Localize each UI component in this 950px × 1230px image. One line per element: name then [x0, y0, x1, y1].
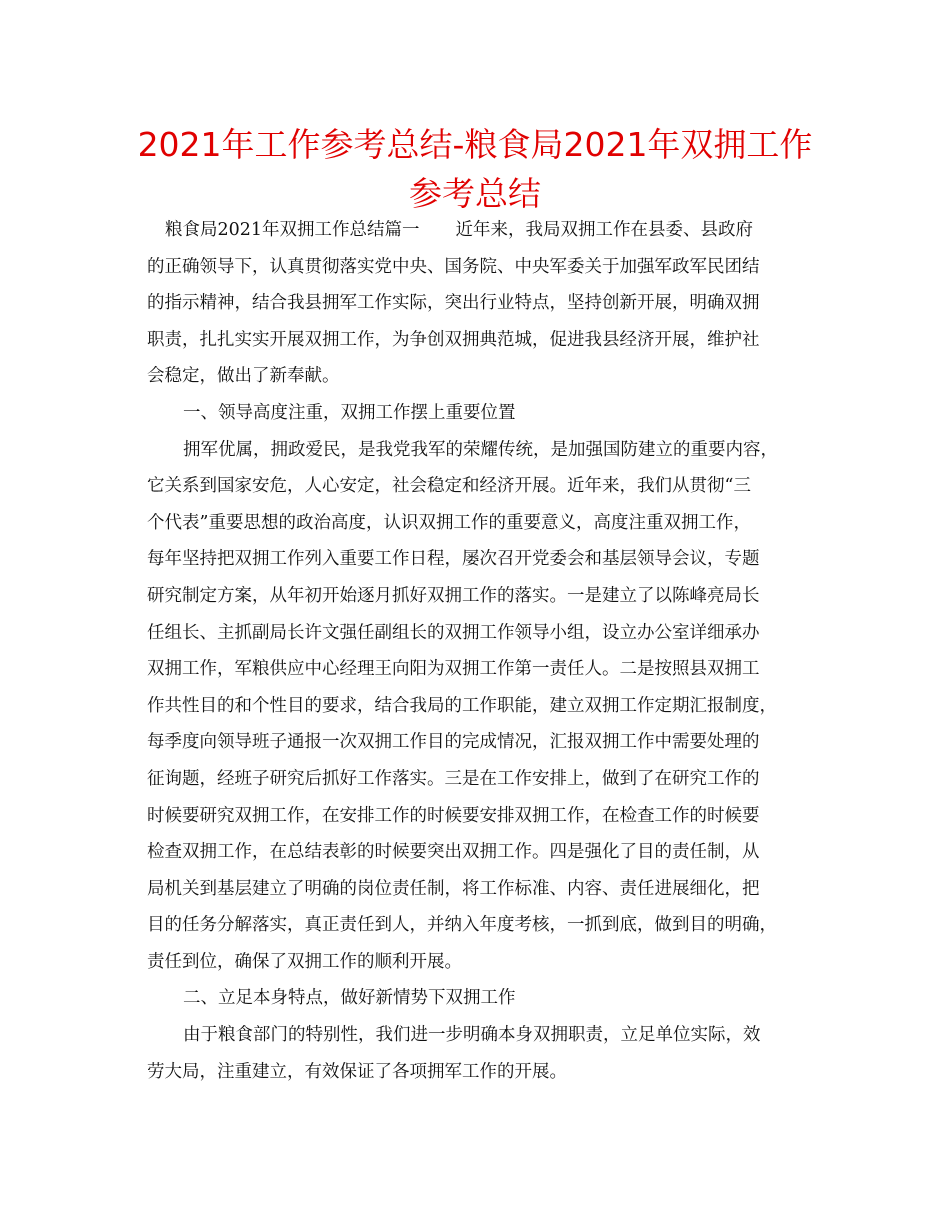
- paragraph-line: 个代表”重要思想的政治高度，认识双拥工作的重要意义，高度注重双拥工作，: [147, 512, 751, 533]
- intro-line: 的正确领导下，认真贯彻落实党中央、国务院、中央军委关于加强军政军民团结: [147, 256, 760, 277]
- paragraph-line: 作共性目的和个性目的要求，结合我局的工作职能，建立双拥工作定期汇报制度，: [147, 695, 777, 716]
- paragraph-line: 责任到位，确保了双拥工作的顺利开展。: [147, 951, 462, 972]
- document-body: [147, 212, 803, 1090]
- document-title: [100, 120, 850, 218]
- title-line-2: 参考总结: [409, 174, 541, 213]
- section-heading-2: [147, 980, 803, 1017]
- paragraph-line: 任组长、主抓副局长许文强任副组长的双拥工作领导小组，设立办公室详细承办: [147, 622, 760, 643]
- paragraph-line: 拥军优属，拥政爱民，是我党我军的荣耀传统，是加强国防建立的重要内容，: [183, 439, 778, 460]
- paragraph-line: 由于粮食部门的特别性，我们进一步明确本身双拥职责，立足单位实际，效: [183, 1025, 761, 1046]
- intro-line: 会稳定，做出了新奉献。: [147, 366, 340, 387]
- intro-line: [147, 212, 803, 249]
- section-paragraph-1: [147, 432, 803, 981]
- intro-line-text: 近年来，我局双拥工作在县委、县政府: [455, 220, 754, 240]
- intro-line: 的指示精神，结合我县拥军工作实际，突出行业特点，坚持创新开展，明确双拥: [147, 293, 760, 314]
- paragraph-line: 每年坚持把双拥工作列入重要工作日程，屡次召开党委会和基层领导会议，专题: [147, 549, 760, 570]
- paragraph-line: 每季度向领导班子通报一次双拥工作目的完成情况，汇报双拥工作中需要处理的: [147, 732, 760, 753]
- paragraph-line: 检查双拥工作，在总结表彰的时候要突出双拥工作。四是强化了目的责任制，从: [147, 842, 760, 863]
- intro-paragraph: [147, 212, 803, 395]
- intro-lead: 粮食局2021年双拥工作总结篇一: [165, 220, 420, 240]
- paragraph-line: 局机关到基层建立了明确的岗位责任制，将工作标准、内容、责任进展细化，把: [147, 878, 760, 899]
- paragraph-line: 双拥工作，军粮供应中心经理王向阳为双拥工作第一责任人。二是按照县双拥工: [147, 659, 760, 680]
- paragraph-line: 它关系到国家安危，人心安定，社会稳定和经济开展。近年来，我们从贯彻“三: [147, 476, 751, 497]
- paragraph-line: 目的任务分解落实，真正责任到人，并纳入年度考核，一抓到底，做到目的明确，: [147, 915, 777, 936]
- paragraph-line: 征询题，经班子研究后抓好工作落实。三是在工作安排上，做到了在研究工作的: [147, 768, 760, 789]
- heading-line: 二、立足本身特点，做好新情势下双拥工作: [183, 988, 516, 1009]
- paragraph-line: 时候要研究双拥工作，在安排工作的时候要安排双拥工作，在检查工作的时候要: [147, 805, 760, 826]
- intro-line: 职责，扎扎实实开展双拥工作，为争创双拥典范城，促进我县经济开展，维护社: [147, 329, 760, 350]
- heading-line: 一、领导高度注重，双拥工作摆上重要位置: [183, 402, 516, 423]
- title-line-1: 2021年工作参考总结-粮食局2021年双拥工作: [137, 125, 813, 164]
- section-paragraph-2: [147, 1017, 803, 1090]
- paragraph-line: 研究制定方案，从年初开始逐月抓好双拥工作的落实。一是建立了以陈峰亮局长: [147, 585, 760, 606]
- paragraph-line: 劳大局，注重建立，有效保证了各项拥军工作的开展。: [147, 1061, 567, 1082]
- section-heading-1: [147, 395, 803, 432]
